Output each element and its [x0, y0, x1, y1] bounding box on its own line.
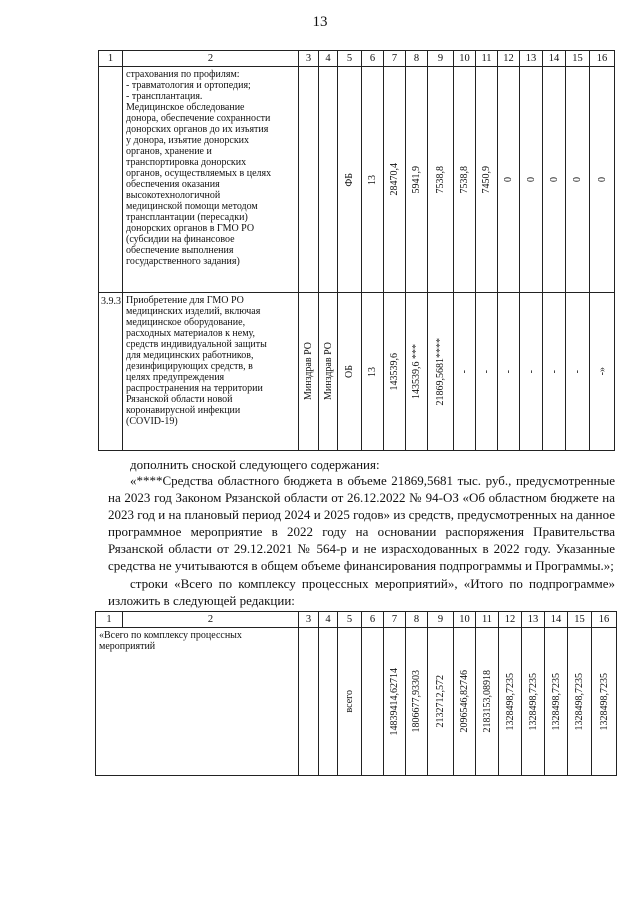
program-table-totals — [95, 611, 617, 776]
value-cell: 0 — [520, 67, 543, 293]
col-header: 7 — [384, 51, 406, 67]
value-cell: - — [476, 293, 498, 451]
footnote-text: «****Средства областного бюджета в объеме 21869,5681 тыс. руб., предусмотренные на 2023 год Законом Рязанской области от 26.12.2022 № 94-ОЗ «Об областном бюджете на 2023 год и на плановый период 2024 и 2025 годов» из средств, предусмотренных на данное программное мероприятие в 2022 году на основании распоряжения Правительства Рязанской области от 29.12.2021 № 564-р и не израсходованных в 2022 году. Указанные средства не учитываются в общем объеме финансирования подпрограммы и Программы.»; — [108, 473, 615, 573]
executor-cell: Минздрав РО — [299, 293, 319, 451]
value-cell: 14839414,62714 — [384, 628, 406, 776]
col-header: 14 — [545, 612, 568, 628]
value-cell: 0 — [543, 67, 566, 293]
table-header-row — [99, 51, 615, 67]
value-cell: 1806677,93303 — [406, 628, 428, 776]
col-header: 11 — [476, 612, 499, 628]
edit-instruction: строки «Всего по комплексу процессных мероприятий», «Итого по подпрограмме» изложить в следующей редакции: — [108, 576, 615, 608]
value-cell: 1328498,7235 — [592, 628, 617, 776]
code-cell: 13 — [362, 293, 384, 451]
col-header: 6 — [362, 612, 384, 628]
value-cell: - — [543, 293, 566, 451]
col-header: 10 — [454, 51, 476, 67]
value-cell: 7538,8 — [428, 67, 454, 293]
col-header: 9 — [428, 51, 454, 67]
row-number — [99, 67, 123, 293]
col-header: 8 — [406, 612, 428, 628]
value-cell: - — [498, 293, 520, 451]
col-header: 1 — [96, 612, 123, 628]
table-header-row — [96, 612, 617, 628]
value-cell: 0 — [498, 67, 520, 293]
col-header: 16 — [590, 51, 615, 67]
col-header: 5 — [338, 612, 362, 628]
col-header: 7 — [384, 612, 406, 628]
row-number: 3.9.3 — [99, 293, 123, 451]
page-number: 13 — [312, 14, 328, 30]
funding-source-cell: ОБ — [338, 293, 362, 451]
value-cell: 1328498,7235 — [568, 628, 592, 776]
col-header: 1 — [99, 51, 123, 67]
executor-cell — [299, 628, 319, 776]
footnote-intro: дополнить сноской следующего содержания: — [130, 457, 380, 472]
coexecutor-cell — [319, 67, 338, 293]
funding-source-cell: ФБ — [338, 67, 362, 293]
col-header: 12 — [499, 612, 522, 628]
value-cell: - — [566, 293, 590, 451]
coexecutor-cell — [319, 628, 338, 776]
col-header: 5 — [338, 51, 362, 67]
col-header: 13 — [520, 51, 543, 67]
value-cell: 1328498,7235 — [499, 628, 522, 776]
col-header: 4 — [319, 51, 338, 67]
col-header: 9 — [428, 612, 454, 628]
value-cell: - — [520, 293, 543, 451]
value-cell: 143539,6 *** — [406, 293, 428, 451]
value-cell: 2132712,572 — [428, 628, 454, 776]
col-header: 2 — [123, 51, 299, 67]
value-cell: 5941,9 — [406, 67, 428, 293]
row-label: «Всего по комплексу процессных мероприятий — [96, 628, 299, 776]
funding-source-cell: всего — [338, 628, 362, 776]
col-header: 8 — [406, 51, 428, 67]
col-header: 6 — [362, 51, 384, 67]
col-header: 13 — [522, 612, 545, 628]
value-cell: 28470,4 — [384, 67, 406, 293]
program-table-top — [98, 50, 615, 451]
row-description: страхования по профилям: - травматология и ортопедия; - трансплантация. Медицинское обследование донора, обеспечение сохранности донорских органов до их изъятия у донора, изъятие донорских органов, хранение и транспортировка донорских органов, осуществляемых в целях обеспечения оказания высокотехнологичной медицинской помощи методом трансплантации (пересадки) донорских органов в ГМО РО (субсидии на финансовое обеспечение выполнения государственного задания) — [123, 67, 299, 293]
value-cell: 2183153,08918 — [476, 628, 499, 776]
col-header: 10 — [454, 612, 476, 628]
code-cell — [362, 628, 384, 776]
value-cell: 0 — [566, 67, 590, 293]
code-cell: 13 — [362, 67, 384, 293]
value-cell: 0 — [590, 67, 615, 293]
col-header: 11 — [476, 51, 498, 67]
value-cell: -» — [590, 293, 615, 451]
value-cell: 143539,6 — [384, 293, 406, 451]
col-header: 12 — [498, 51, 520, 67]
row-description: Приобретение для ГМО РО медицинских изделий, включая медицинское оборудование, расходных материалов к нему, средств индивидуальной защиты для медицинских работников, дезинфицирующих средств, в целях предупреждения распространения на территории Рязанской области новой коронавирусной инфекции (COVID-19) — [123, 293, 299, 451]
value-cell: 1328498,7235 — [522, 628, 545, 776]
col-header: 15 — [566, 51, 590, 67]
col-header: 3 — [299, 51, 319, 67]
value-cell: 21869,5681**** — [428, 293, 454, 451]
col-header: 14 — [543, 51, 566, 67]
table-row — [99, 293, 615, 451]
value-cell: 2096546,82746 — [454, 628, 476, 776]
col-header: 15 — [568, 612, 592, 628]
value-cell: 1328498,7235 — [545, 628, 568, 776]
table-row — [99, 67, 615, 293]
col-header: 16 — [592, 612, 617, 628]
col-header: 4 — [319, 612, 338, 628]
col-header: 2 — [123, 612, 299, 628]
value-cell: - — [454, 293, 476, 451]
value-cell: 7450,9 — [476, 67, 498, 293]
coexecutor-cell: Минздрав РО — [319, 293, 338, 451]
table-row — [96, 628, 617, 776]
executor-cell — [299, 67, 319, 293]
value-cell: 7538,8 — [454, 67, 476, 293]
col-header: 3 — [299, 612, 319, 628]
